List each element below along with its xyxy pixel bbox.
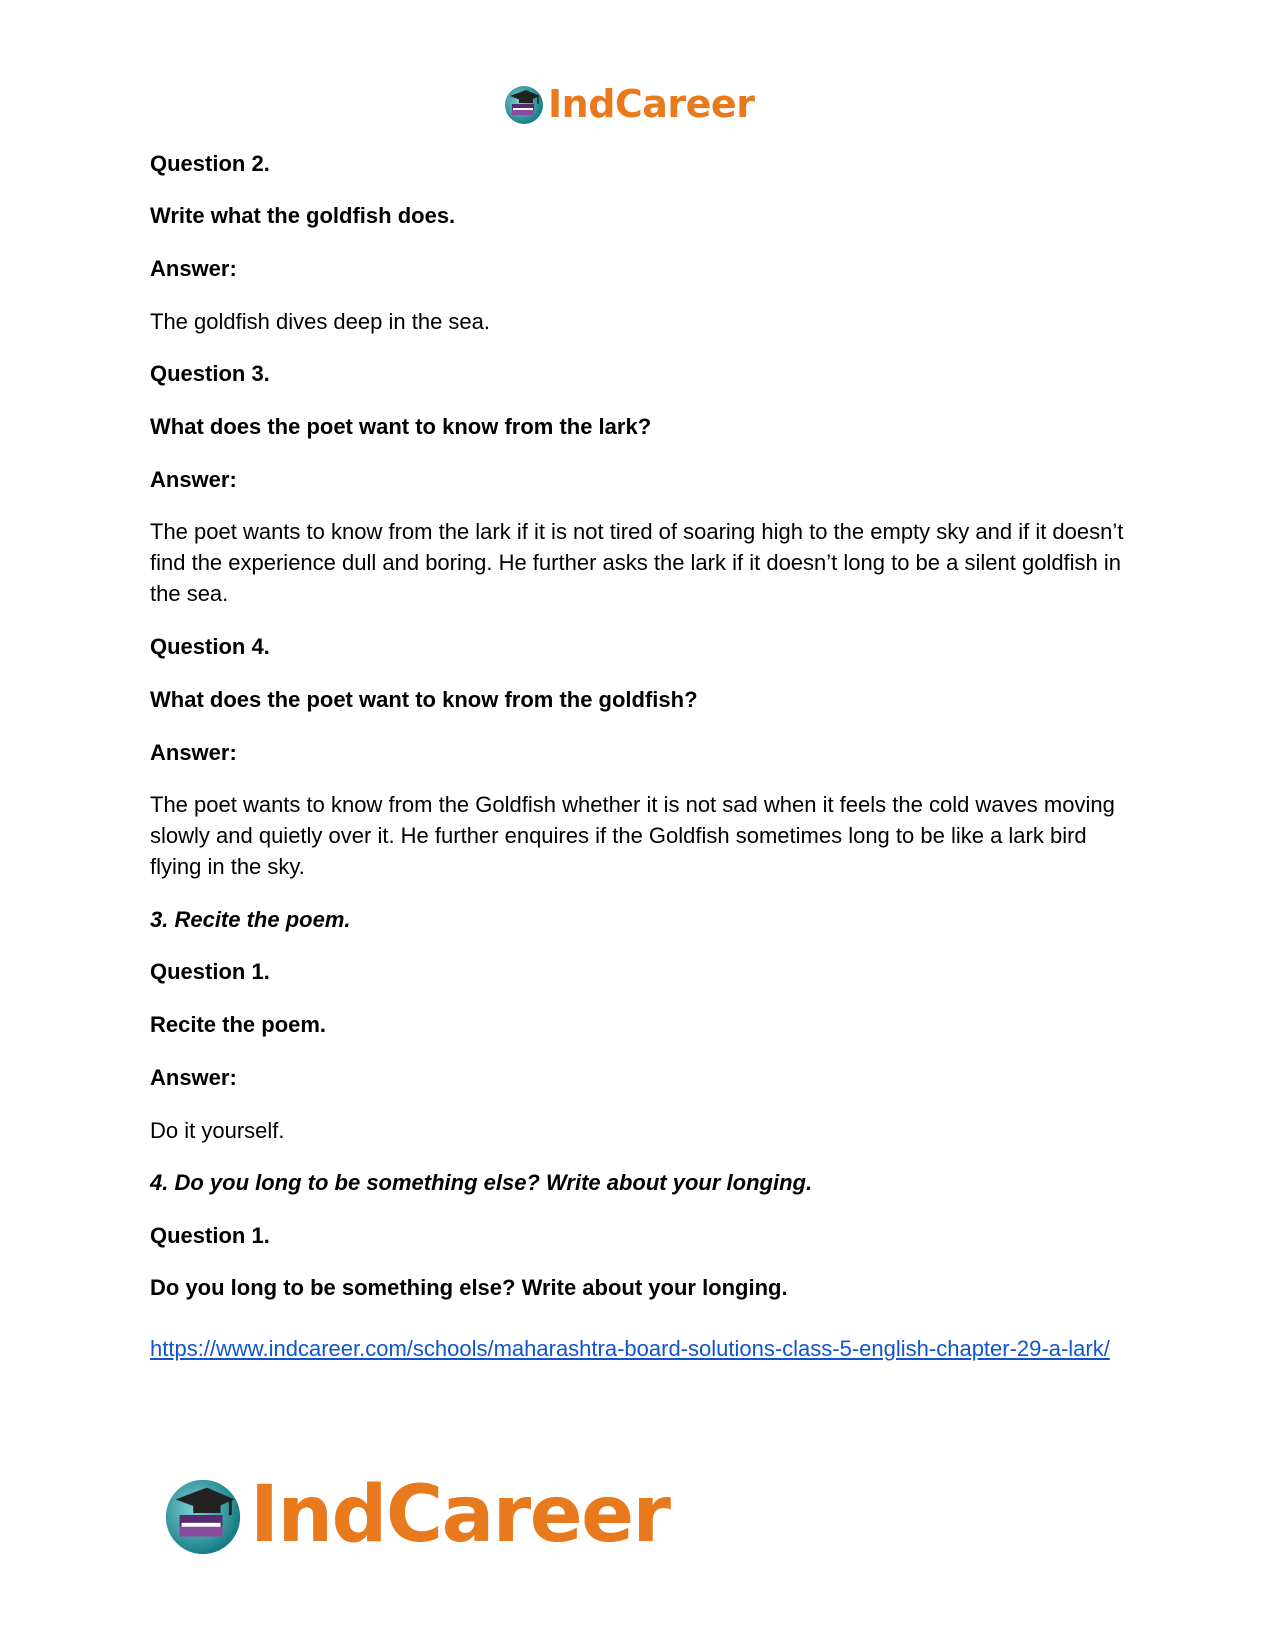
question-text: Recite the poem. (150, 1012, 327, 1037)
section-heading: 3. Recite the poem. (150, 907, 351, 932)
question-label: Question 3. (150, 361, 270, 386)
question-label: Question 1. (150, 1223, 270, 1248)
answer-text: The poet wants to know from the lark if it is not tired of soaring high to the empty sky and if it doesn’t find the experience dull and boring. He further asks the lark if it doesn’t long to be a silent goldfish in the sea. (150, 519, 1124, 606)
answer-label: Answer: (150, 467, 237, 492)
answer-text: The goldfish dives deep in the sea. (150, 309, 491, 334)
answer-text: Do it yourself. (150, 1118, 285, 1143)
question-text: Do you long to be something else? Write about your longing. (150, 1275, 788, 1300)
source-link[interactable]: https://www.indcareer.com/schools/maharashtra-board-solutions-class-5-english-chapter-29-a-lark/ (150, 1336, 1110, 1361)
question-text: Write what the goldfish does. (150, 203, 456, 228)
answer-label: Answer: (150, 740, 237, 765)
question-text: What does the poet want to know from the lark? (150, 414, 652, 439)
question-label: Question 1. (150, 959, 270, 984)
answer-label: Answer: (150, 1065, 237, 1090)
question-label: Question 4. (150, 634, 270, 659)
answer-text: The poet wants to know from the Goldfish whether it is not sad when it feels the cold waves moving slowly and quietly over it. He further enquires if the Goldfish sometimes long to be like a lark bird flying in the sky. (150, 792, 1115, 879)
question-label: Question 2. (150, 151, 270, 176)
footer-logo (160, 1470, 670, 1560)
header-logo (502, 80, 754, 128)
graduation-book-globe-icon (502, 82, 546, 126)
graduation-book-globe-icon (160, 1472, 246, 1558)
section-heading: 4. Do you long to be something else? Write about your longing. (150, 1170, 813, 1195)
question-text: What does the poet want to know from the goldfish? (150, 687, 698, 712)
answer-label: Answer: (150, 256, 237, 281)
brand-wordmark: IndCareer (250, 1470, 670, 1560)
document-body (150, 148, 1130, 1367)
brand-wordmark: IndCareer (548, 82, 755, 126)
